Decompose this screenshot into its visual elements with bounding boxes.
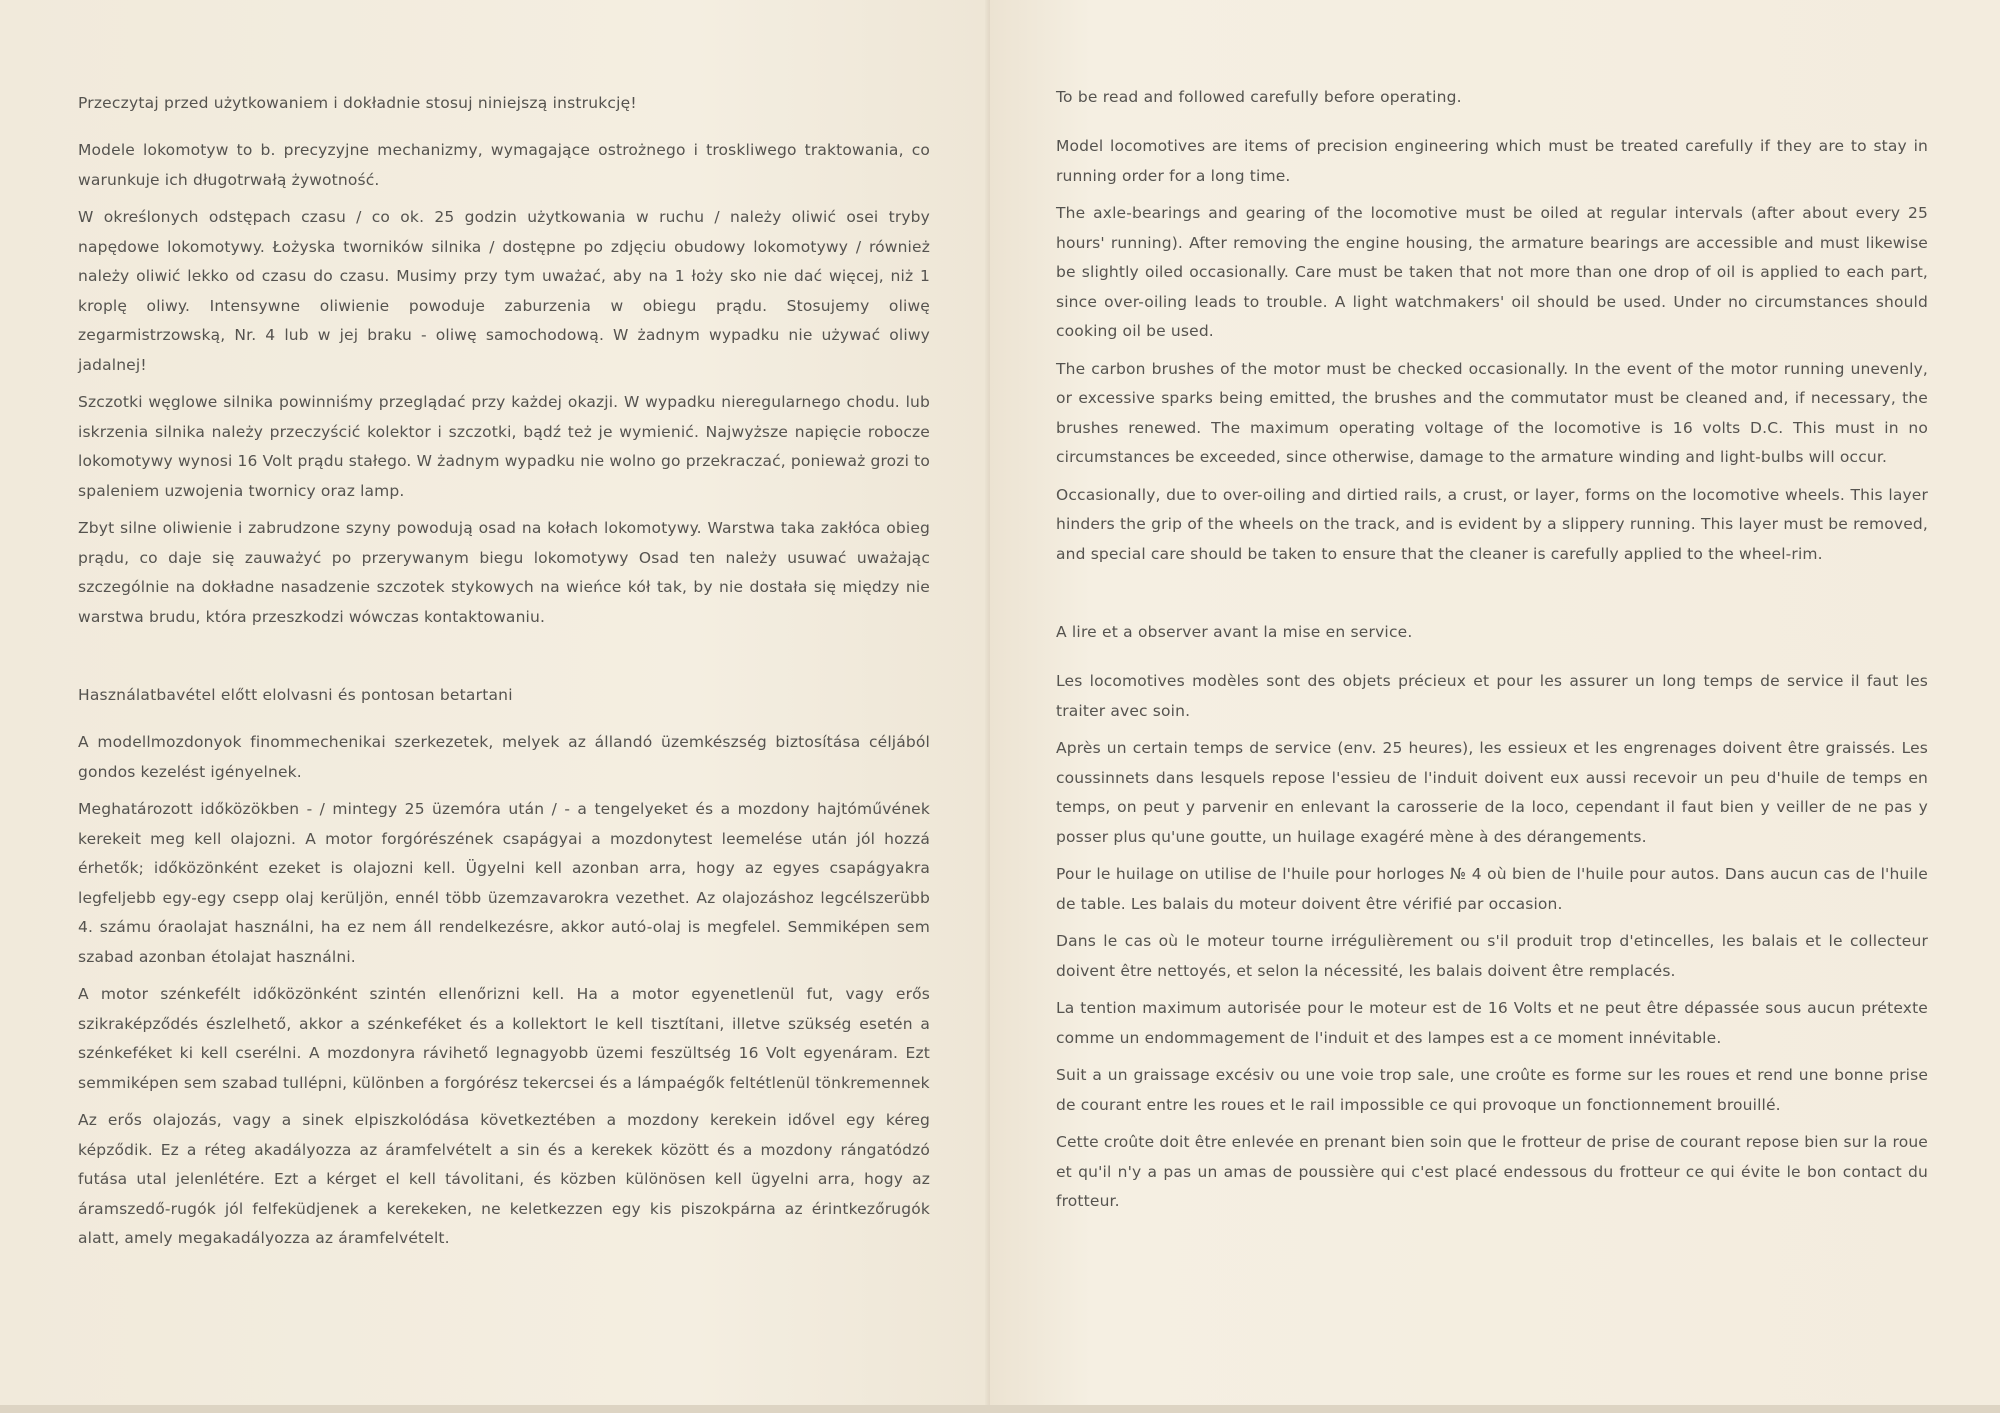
english-paragraph-2: The axle-bearings and gearing of the locomotive must be oiled at regular intervals (after about every 25 hours' running). After removing the engine housing, the armature bearings are accessible and must likewise be slightly oiled occasionally. Care must be taken that not more than one drop of oil is applied to each part, since over-oiling leads to trouble. A light watchmakers' oil should be used. Under no circumstances should cooking oil be used.	[1056, 204, 1928, 340]
left-page	[0, 0, 990, 1413]
polish-paragraph-1: Modele lokomotyw to b. precyzyjne mechanizmy, wymagające ostrożnego i troskliwego traktowania, co warunkuje ich długotrwałą żywotność.	[78, 141, 930, 189]
bottom-edge	[0, 1405, 2000, 1413]
english-paragraph-3: The carbon brushes of the motor must be checked occasionally. In the event of the motor running unevenly, or excessive sparks being emitted, the brushes and the commutator must be cleaned and, if necessary, the brushes renewed. The maximum operating voltage of the locomotive is 16 volts D.C. This must in no circumstances be exceeded, since otherwise, damage to the armature winding and light-bulbs will occur.	[1056, 359, 1928, 466]
english-section	[1056, 86, 1928, 569]
hungarian-section	[78, 684, 930, 1254]
french-section	[1056, 621, 1928, 1217]
hungarian-paragraph-2: Meghatározott időközökben - / mintegy 25 üzemóra után / - a tengelyeket és a mozdony hajtóművének kerekeit meg kell olajozni. A motor forgórészének csapágyai a mozdonytest leemelése után jól hozzá érhetők; időközönként ezeket is olajozni kell. Ügyelni kell azonban arra, hogy az egyes csapágyakra legfeljebb egy-egy csepp olaj kerüljön, ennél több üzemzavarokra vezethet. Az olajozáshoz legcélszerübb 4. számu óraolajat használni, ha ez nem áll rendelkezésre, akkor autó-olaj is megfelel. Semmiképen sem szabad azonban étolajat használni.	[78, 800, 930, 966]
english-paragraph-4: Occasionally, due to over-oiling and dirtied rails, a crust, or layer, forms on the locomotive wheels. This layer hinders the grip of the wheels on the track, and is evident by a slippery running. This layer must be removed, and special care should be taken to ensure that the cleaner is carefully applied to the wheel-rim.	[1056, 485, 1928, 563]
polish-paragraph-2: W określonych odstępach czasu / co ok. 25 godzin użytkowania w ruchu / należy oliwić osei tryby napędowe lokomotywy. Łożyska tworników silnika / dostępne po zdjęciu obudowy lokomotywy / również należy oliwić lekko od czasu do czasu. Musimy przy tym uważać, aby na 1 łoży sko nie dać więcej, niż 1 kroplę oliwy. Intensywne oliwienie powoduje zaburzenia w obiegu prądu. Stosujemy oliwę zegarmistrzowską, Nr. 4 lub w jej braku - oliwę samochodową. W żadnym wypadku nie używać oliwy jadalnej!	[78, 208, 930, 374]
polish-heading: Przeczytaj przed użytkowaniem i dokładnie stosuj niniejszą instrukcję!	[78, 94, 637, 112]
french-paragraph-5: La tention maximum autorisée pour le moteur est de 16 Volts et ne peut être dépassée sous aucun prétexte comme un endommagement de l'induit et des lampes est a ce moment innévitable.	[1056, 999, 1928, 1047]
french-paragraph-4: Dans le cas où le moteur tourne irrégulièrement ou s'il produit trop d'etincelles, les balais et le collecteur doivent être nettoyés, et selon la nécessité, les balais doivent être remplacés.	[1056, 932, 1928, 980]
right-page	[990, 0, 2000, 1413]
french-paragraph-1: Les locomotives modèles sont des objets précieux et pour les assurer un long temps de service il faut les traiter avec soin.	[1056, 672, 1928, 720]
hungarian-heading: Használatbavétel előtt elolvasni és pontosan betartani	[78, 686, 513, 704]
hungarian-paragraph-4: Az erős olajozás, vagy a sinek elpiszkolódása következtében a mozdony kerekein idővel egy kéreg képződik. Ez a réteg akadályozza az áramfelvételt a sin és a kerekek között és a mozdony rángatódzó futása utal jelenlétére. Ezt a kérget el kell távolitani, és közben különösen kell ügyelni arra, hogy az áramszedő-rugók jól felfeküdjenek a kerekeken, ne keletkezzen egy kis piszokpárna az érintkezőrugók alatt, amely megakadályozza az áramfelvételt.	[78, 1111, 930, 1247]
french-paragraph-7: Cette croûte doit être enlevée en prenant bien soin que le frotteur de prise de courant repose bien sur la roue et qu'il n'y a pas un amas de poussière qui c'est placé endessous du frotteur ce qui évite le bon contact du frotteur.	[1056, 1133, 1928, 1210]
english-heading: To be read and followed carefully before operating.	[1056, 88, 1462, 106]
english-paragraph-1: Model locomotives are items of precision engineering which must be treated carefully if they are to stay in running order for a long time.	[1056, 137, 1928, 185]
polish-paragraph-3: Szczotki węglowe silnika powinniśmy przeglądać przy każdej okazji. W wypadku nieregularnego chodu. lub iskrzenia silnika należy przeczyścić kolektor i szczotki, bądź też je wymienić. Najwyższe napięcie robocze lokomotywy wynosi 16 Volt prądu stałego. W żadnym wypadku nie wolno go przekraczać, ponieważ grozi to spaleniem uzwojenia twornicy oraz lamp.	[78, 393, 930, 500]
polish-section	[78, 92, 930, 632]
french-paragraph-2: Après un certain temps de service (env. 25 heures), les essieux et les engrenages doivent être graissés. Les coussinnets dans lesquels repose l'essieu de l'induit doivent eux aussi recevoir un peu d'huile de temps en temps, on peut y parvenir en enlevant la carosserie de la loco, cependant il faut bien y veiller de ne pas y posser plus qu'une goutte, un huilage exagéré mène à des dérangements.	[1056, 739, 1928, 846]
french-paragraph-3: Pour le huilage on utilise de l'huile pour horloges № 4 où bien de l'huile pour autos. Dans aucun cas de l'huile de table. Les balais du moteur doivent être vérifié par occasion.	[1056, 865, 1928, 913]
polish-paragraph-4: Zbyt silne oliwienie i zabrudzone szyny powodują osad na kołach lokomotywy. Warstwa taka zakłóca obieg prądu, co daje się zauważyć po przerywanym biegu lokomotywy Osad ten należy usuwać uważając szczególnie na dokładne nasadzenie szczotek stykowych na wieńce kół tak, by nie dostała się między nie warstwa brudu, która przeszkodzi wówczas kontaktowaniu.	[78, 519, 930, 626]
french-heading: A lire et a observer avant la mise en service.	[1056, 623, 1413, 641]
hungarian-paragraph-3: A motor szénkefélt időközönként szintén ellenőrizni kell. Ha a motor egyenetlenül fut, vagy erős szikraképződés észlelhető, akkor a szénkeféket és a kollektort le kell tisztítani, illetve szükség esetén a szénkeféket ki kell cserélni. A mozdonyra rávihető legnagyobb üzemi feszültség 16 Volt egyenáram. Ezt semmiképen sem szabad tullépni, különben a forgórész tekercsei és a lámpaégők feltétlenül tönkremennek	[78, 985, 930, 1092]
french-paragraph-6: Suit a un graissage excésiv ou une voie trop sale, une croûte es forme sur les roues et rend une bonne prise de courant entre les roues et le rail impossible ce qui provoque un fonctionnement brouillé.	[1056, 1066, 1928, 1114]
hungarian-paragraph-1: A modellmozdonyok finommechenikai szerkezetek, melyek az állandó üzemkészség biztosítása céljából gondos kezelést igényelnek.	[78, 733, 930, 781]
